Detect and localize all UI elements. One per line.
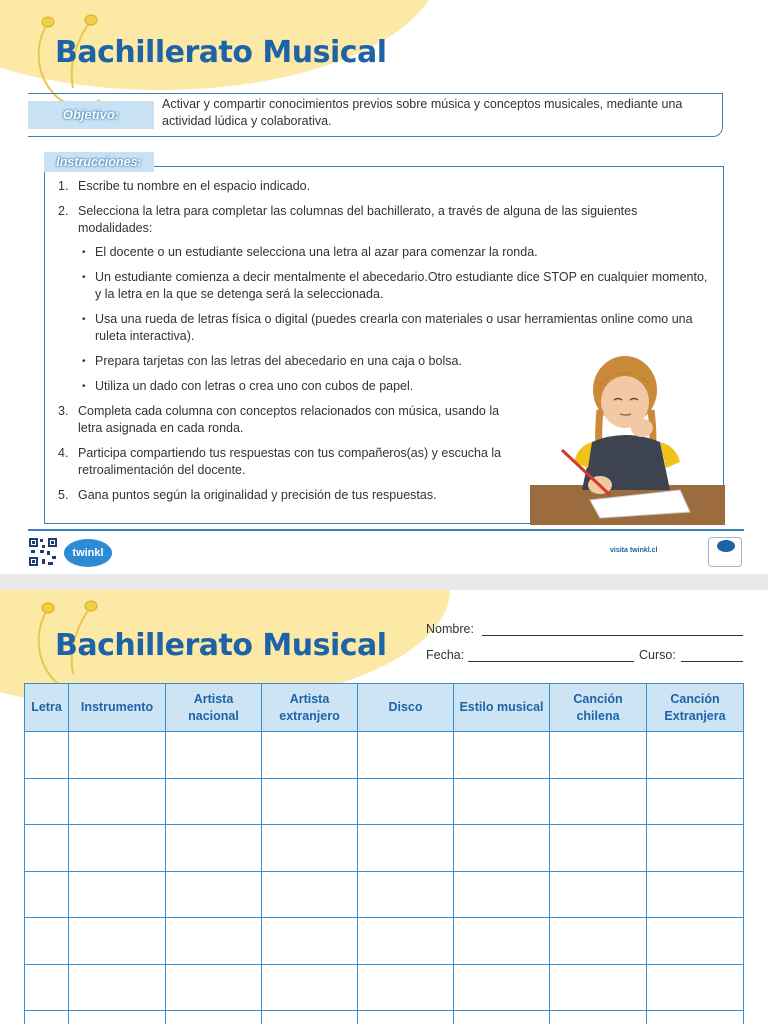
table-cell[interactable] [25,918,69,965]
table-cell[interactable] [358,778,454,825]
course-field[interactable] [681,661,743,662]
objective-label: Objetivo: [28,101,154,129]
table-cell[interactable] [262,1011,358,1024]
table-cell[interactable] [358,825,454,872]
table-cell[interactable] [454,1011,550,1024]
table-row [25,1011,744,1024]
step-item: 2. Selecciona la letra para completar las columnas del bachillerato, a través de alguna de las siguientes modalidades: • El docente o un estudiante selecciona una letra al azar para comenzar la ronda. • Un estudiante comienza a decir mentalmente el abecedario.Otro estudiante dice STOP en cualquier momento, y la letra en la que se detenga será la seleccionada. • Usa una rueda de letras física o digital (puedes crearla con materiales o usar herramientas online como una ruleta interactiva). • Prepara tarjetas con las letras del abecedario en una caja o bolsa. • Utiliza un dado con letras o crea uno con cubos de papel. [58,203,708,395]
website-link[interactable]: visita twinkl.cl [610,547,658,554]
table-cell[interactable] [166,964,262,1011]
page-title: Bachillerato Musical [55,628,387,663]
step-item: 4. Participa compartiendo tus respuestas con tus compañeros(as) y escucha la retroalimentación del docente. [58,446,502,477]
table-cell[interactable] [166,871,262,918]
table-cell[interactable] [647,871,744,918]
table-cell[interactable] [262,918,358,965]
objective-text: Activar y compartir conocimientos previos sobre música y conceptos musicales, mediante una actividad lúdica y colaborativa. [162,97,683,128]
table-cell[interactable] [647,1011,744,1024]
column-header: Estilo musical [454,684,550,732]
step-item: 1. Escribe tu nombre en el espacio indicado. [58,179,311,193]
table-cell[interactable] [550,778,647,825]
worksheet-page-2 [0,590,768,1024]
course-label: Curso: [639,648,676,662]
table-cell[interactable] [647,918,744,965]
table-cell[interactable] [454,918,550,965]
table-header-row [25,684,744,732]
table-cell[interactable] [25,871,69,918]
table-cell[interactable] [647,825,744,872]
table-row [25,825,744,872]
table-cell[interactable] [69,732,166,779]
table-cell[interactable] [358,964,454,1011]
table-cell[interactable] [262,825,358,872]
table-cell[interactable] [69,871,166,918]
modality-item: • Un estudiante comienza a decir mentalmente el abecedario.Otro estudiante dice STOP en cualquier momento, y la letra en la que se detenga será la seleccionada. [78,269,708,303]
column-header: Artista nacional [166,684,262,732]
table-cell[interactable] [69,778,166,825]
table-row [25,778,744,825]
table-cell[interactable] [647,778,744,825]
column-header: Disco [358,684,454,732]
page-title: Bachillerato Musical [55,35,387,70]
modality-item: • El docente o un estudiante selecciona una letra al azar para comenzar la ronda. [78,244,708,261]
name-label: Nombre: [426,622,474,636]
table-cell[interactable] [262,964,358,1011]
table-cell[interactable] [550,918,647,965]
table-cell[interactable] [647,964,744,1011]
table-row [25,918,744,965]
table-cell[interactable] [25,1011,69,1024]
table-cell[interactable] [358,1011,454,1024]
column-header: Artista extranjero [262,684,358,732]
table-cell[interactable] [262,871,358,918]
table-cell[interactable] [25,964,69,1011]
date-field[interactable] [468,661,634,662]
modality-item: • Prepara tarjetas con las letras del abecedario en una caja o bolsa. [78,353,708,370]
table-cell[interactable] [25,825,69,872]
footer-divider [28,529,744,531]
table-cell[interactable] [550,871,647,918]
table-cell[interactable] [69,918,166,965]
date-label: Fecha: [426,648,465,662]
table-cell[interactable] [262,778,358,825]
table-cell[interactable] [166,825,262,872]
table-cell[interactable] [262,732,358,779]
step-item: 5. Gana puntos según la originalidad y precisión de tus respuestas. [58,488,437,502]
table-cell[interactable] [454,871,550,918]
qr-code-icon [28,537,58,567]
modality-item: • Utiliza un dado con letras o crea uno con cubos de papel. [78,378,708,395]
table-cell[interactable] [550,1011,647,1024]
table-cell[interactable] [358,871,454,918]
table-cell[interactable] [25,732,69,779]
table-cell[interactable] [69,825,166,872]
table-cell[interactable] [454,825,550,872]
instructions-divider [154,166,724,167]
table-cell[interactable] [454,778,550,825]
table-cell[interactable] [166,778,262,825]
quality-seal-icon [708,537,742,567]
table-row [25,964,744,1011]
table-cell[interactable] [166,1011,262,1024]
table-cell[interactable] [454,732,550,779]
column-header: Instrumento [69,684,166,732]
modality-item: • Usa una rueda de letras física o digital (puedes crearla con materiales o usar herramientas online como una ruleta interactiva). [78,311,708,345]
table-cell[interactable] [647,732,744,779]
twinkl-logo: twinkl [64,539,112,567]
table-cell[interactable] [358,732,454,779]
table-cell[interactable] [550,964,647,1011]
step-item: 3. Completa cada columna con conceptos relacionados con música, usando la letra asignada en cada ronda. [58,404,500,435]
girl-writing-illustration [530,350,725,525]
table-cell[interactable] [358,918,454,965]
table-cell[interactable] [166,918,262,965]
table-cell[interactable] [550,825,647,872]
table-cell[interactable] [454,964,550,1011]
table-row [25,732,744,779]
bachillerato-table [24,683,744,1024]
table-cell[interactable] [69,1011,166,1024]
instructions-label: Instrucciones: [44,152,154,172]
column-header: Canción Extranjera [647,684,744,732]
table-row [25,871,744,918]
page-gap [0,574,768,590]
table-cell[interactable] [25,778,69,825]
column-header: Canción chilena [550,684,647,732]
table-cell[interactable] [69,964,166,1011]
table-cell[interactable] [550,732,647,779]
table-cell[interactable] [166,732,262,779]
name-field[interactable] [482,635,743,636]
column-header: Letra [25,684,69,732]
